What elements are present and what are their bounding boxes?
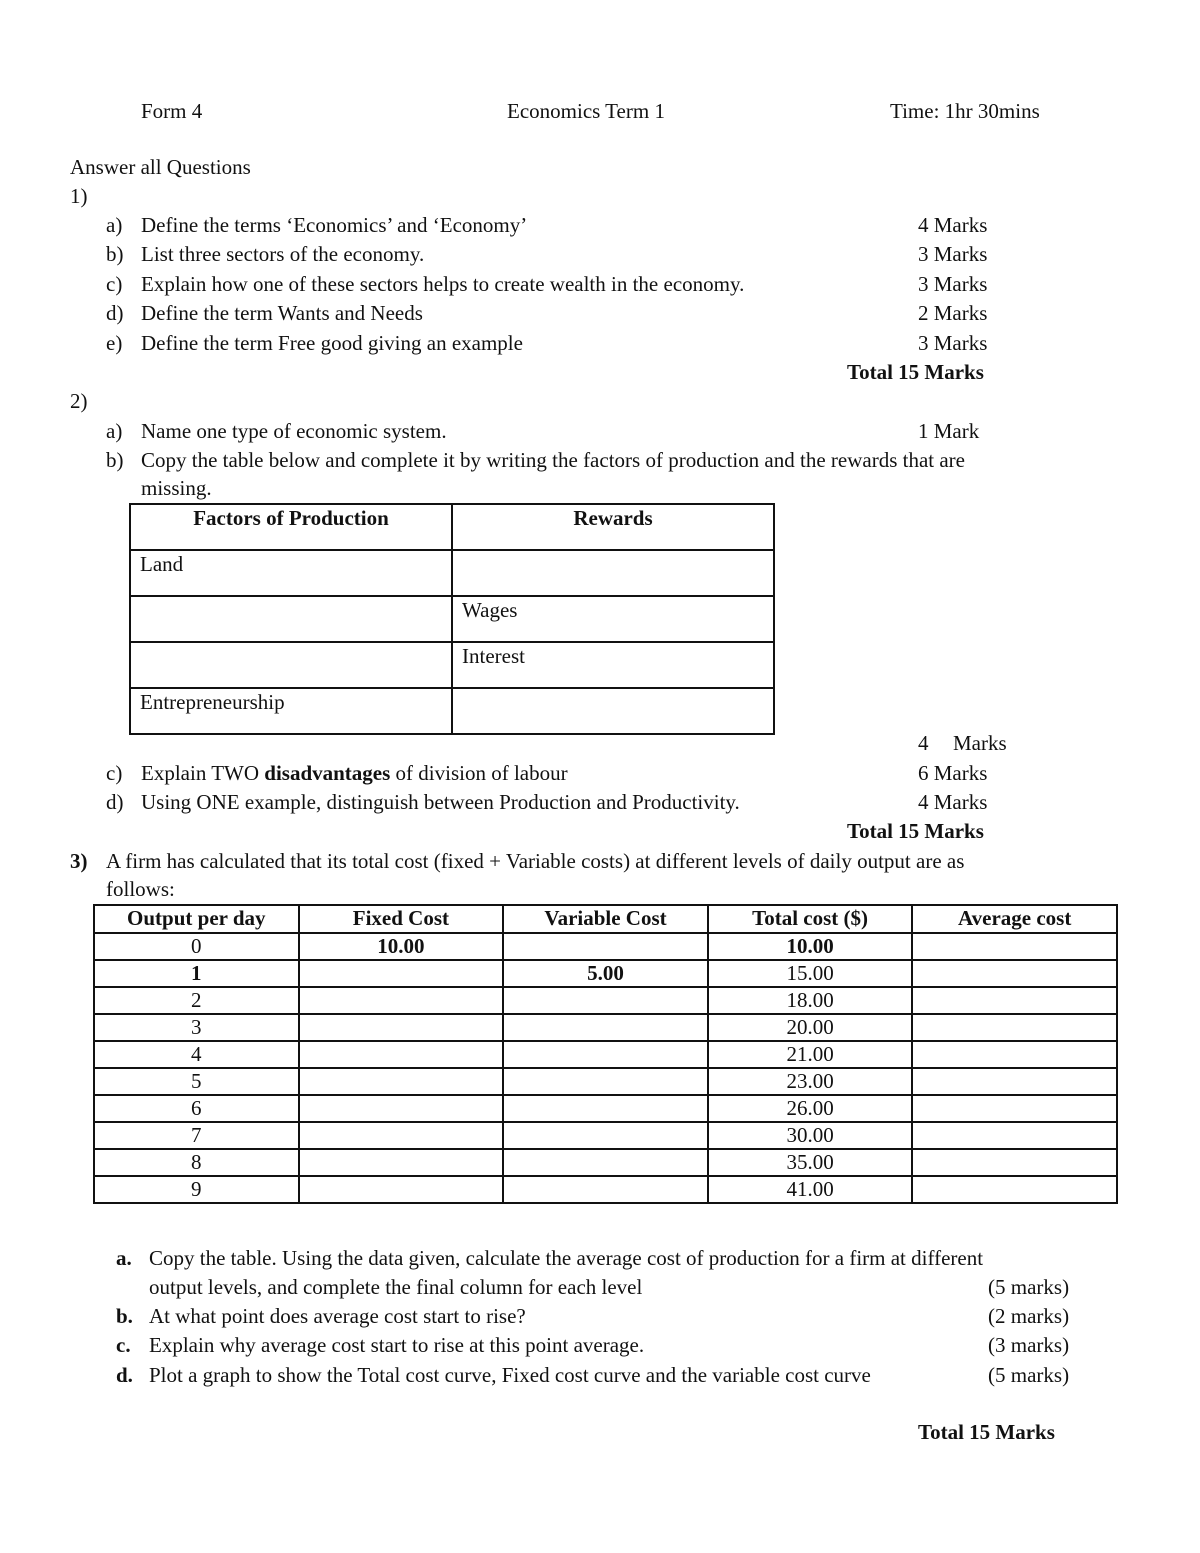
variable-cost-cell (503, 1149, 708, 1176)
output-cell: 1 (94, 960, 299, 987)
q1-item-text: List three sectors of the economy. (141, 242, 425, 266)
q2-a-letter: a) (106, 419, 123, 443)
factor-cell (130, 642, 452, 688)
variable-cost-cell (503, 1068, 708, 1095)
average-cost-cell (912, 933, 1117, 960)
table-row (130, 550, 774, 596)
q3-line2: follows: (106, 877, 175, 901)
q2-d-letter: d) (106, 790, 124, 814)
q3-b-marks: (2 marks) (988, 1304, 1070, 1328)
q2-d-marks: 4 Marks (918, 790, 988, 814)
form-label: Form 4 (141, 99, 203, 123)
q2-b-line2: missing. (141, 476, 212, 500)
q3-a-marks: (5 marks) (988, 1275, 1070, 1299)
output-cell: 3 (94, 1014, 299, 1041)
variable-cost-cell (503, 1014, 708, 1041)
q2-number: 2) (70, 389, 88, 413)
fixed-cost-cell (299, 1149, 504, 1176)
q1-item-marks: 3 Marks (918, 242, 988, 266)
table-row (94, 1068, 1117, 1095)
average-cost-cell (912, 960, 1117, 987)
table-row (94, 1014, 1117, 1041)
output-cell: 9 (94, 1176, 299, 1203)
output-cell: 0 (94, 933, 299, 960)
q2-b-line1: Copy the table below and complete it by writing the factors of production and the rewards that are (141, 448, 965, 472)
total-cost-cell: 41.00 (708, 1176, 913, 1203)
table-row (94, 1149, 1117, 1176)
q3-b-text: At what point does average cost start to rise? (149, 1304, 526, 1328)
q1-total: Total 15 Marks (847, 360, 984, 384)
total-cost-cell: 23.00 (708, 1068, 913, 1095)
average-cost-cell (912, 1122, 1117, 1149)
q3-a-letter: a. (116, 1246, 132, 1270)
fixed-cost-cell: 10.00 (299, 933, 504, 960)
table-row (130, 596, 774, 642)
variable-cost-header: Variable Cost (503, 905, 708, 933)
fixed-cost-cell (299, 1122, 504, 1149)
table-row (94, 960, 1117, 987)
q2-b-letter: b) (106, 448, 124, 472)
q1-item-text: Explain how one of these sectors helps to create wealth in the economy. (141, 272, 745, 296)
reward-cell: Wages (452, 596, 774, 642)
q1-item-letter: e) (106, 331, 123, 355)
average-cost-cell (912, 1041, 1117, 1068)
average-cost-cell (912, 1149, 1117, 1176)
variable-cost-cell (503, 987, 708, 1014)
table-row (94, 1041, 1117, 1068)
output-cell: 6 (94, 1095, 299, 1122)
average-cost-cell (912, 987, 1117, 1014)
variable-cost-cell (503, 1041, 708, 1068)
q2-c-post: of division of labour (390, 761, 568, 785)
table-row (94, 933, 1117, 960)
fixed-cost-cell (299, 1068, 504, 1095)
q1-item-marks: 4 Marks (918, 213, 988, 237)
q2-b-marks-number: 4 (918, 731, 929, 755)
q2-a-text: Name one type of economic system. (141, 419, 447, 443)
table-row (94, 1122, 1117, 1149)
factors-table (129, 503, 775, 735)
q1-item-letter: a) (106, 213, 123, 237)
q3-c-marks: (3 marks) (988, 1333, 1070, 1357)
table-row (130, 642, 774, 688)
q3-c-text: Explain why average cost start to rise at this point average. (149, 1333, 645, 1357)
q2-total: Total 15 Marks (847, 819, 984, 843)
total-cost-cell: 26.00 (708, 1095, 913, 1122)
q2-d-text: Using ONE example, distinguish between Production and Productivity. (141, 790, 740, 814)
table-row (130, 688, 774, 734)
q3-line1: A firm has calculated that its total cost (fixed + Variable costs) at different levels of daily output are as (106, 849, 965, 873)
total-cost-cell: 10.00 (708, 933, 913, 960)
average-cost-header: Average cost (912, 905, 1117, 933)
variable-cost-cell: 5.00 (503, 960, 708, 987)
q1-item-letter: c) (106, 272, 123, 296)
q3-d-letter: d. (116, 1363, 133, 1387)
factor-cell (130, 596, 452, 642)
factors-header: Factors of Production (130, 504, 452, 550)
factor-cell: Land (130, 550, 452, 596)
average-cost-cell (912, 1095, 1117, 1122)
fixed-cost-cell (299, 1041, 504, 1068)
rewards-header: Rewards (452, 504, 774, 550)
q2-c-marks: 6 Marks (918, 761, 988, 785)
q1-number: 1) (70, 184, 88, 208)
reward-cell: Interest (452, 642, 774, 688)
q2-c-pre: Explain TWO (141, 761, 265, 785)
cost-table (93, 904, 1118, 1204)
q1-item-text: Define the terms ‘Economics’ and ‘Economy’ (141, 213, 528, 237)
q3-total: Total 15 Marks (918, 1420, 1055, 1444)
total-cost-header: Total cost ($) (708, 905, 913, 933)
q1-item-letter: b) (106, 242, 124, 266)
fixed-cost-cell (299, 987, 504, 1014)
q1-item-marks: 2 Marks (918, 301, 988, 325)
output-cell: 2 (94, 987, 299, 1014)
time-label: Time: 1hr 30mins (890, 99, 1040, 123)
variable-cost-cell (503, 1176, 708, 1203)
instruction: Answer all Questions (70, 155, 251, 179)
reward-cell (452, 688, 774, 734)
fixed-cost-cell (299, 1176, 504, 1203)
output-cell: 5 (94, 1068, 299, 1095)
q3-a-line2: output levels, and complete the final column for each level (149, 1275, 643, 1299)
variable-cost-cell (503, 1095, 708, 1122)
fixed-cost-header: Fixed Cost (299, 905, 504, 933)
variable-cost-cell (503, 1122, 708, 1149)
fixed-cost-cell (299, 1014, 504, 1041)
table-row (94, 987, 1117, 1014)
total-cost-cell: 15.00 (708, 960, 913, 987)
q3-d-text: Plot a graph to show the Total cost curve, Fixed cost curve and the variable cost curve (149, 1363, 871, 1387)
average-cost-cell (912, 1068, 1117, 1095)
total-cost-cell: 21.00 (708, 1041, 913, 1068)
total-cost-cell: 30.00 (708, 1122, 913, 1149)
subject-label: Economics Term 1 (507, 99, 665, 123)
fixed-cost-cell (299, 960, 504, 987)
total-cost-cell: 35.00 (708, 1149, 913, 1176)
q3-a-line1: Copy the table. Using the data given, calculate the average cost of production for a firm at different (149, 1246, 984, 1270)
q1-item-text: Define the term Free good giving an example (141, 331, 523, 355)
output-cell: 7 (94, 1122, 299, 1149)
q3-b-letter: b. (116, 1304, 133, 1328)
q1-item-letter: d) (106, 301, 124, 325)
fixed-cost-cell (299, 1095, 504, 1122)
q3-c-letter: c. (116, 1333, 131, 1357)
average-cost-cell (912, 1014, 1117, 1041)
output-cell: 8 (94, 1149, 299, 1176)
q2-c-letter: c) (106, 761, 123, 785)
q1-item-marks: 3 Marks (918, 272, 988, 296)
table-row (94, 1095, 1117, 1122)
table-row (94, 1176, 1117, 1203)
q2-c-bold: disadvantages (264, 761, 391, 785)
q3-number: 3) (70, 849, 88, 873)
q2-c-text (141, 762, 568, 785)
factor-cell: Entrepreneurship (130, 688, 452, 734)
q1-item-text: Define the term Wants and Needs (141, 301, 423, 325)
total-cost-cell: 20.00 (708, 1014, 913, 1041)
average-cost-cell (912, 1176, 1117, 1203)
output-cell: 4 (94, 1041, 299, 1068)
reward-cell (452, 550, 774, 596)
output-header: Output per day (94, 905, 299, 933)
total-cost-cell: 18.00 (708, 987, 913, 1014)
q1-item-marks: 3 Marks (918, 331, 988, 355)
q2-b-marks-word: Marks (953, 731, 1007, 755)
variable-cost-cell (503, 933, 708, 960)
q2-a-marks: 1 Mark (918, 419, 980, 443)
q3-d-marks: (5 marks) (988, 1363, 1070, 1387)
